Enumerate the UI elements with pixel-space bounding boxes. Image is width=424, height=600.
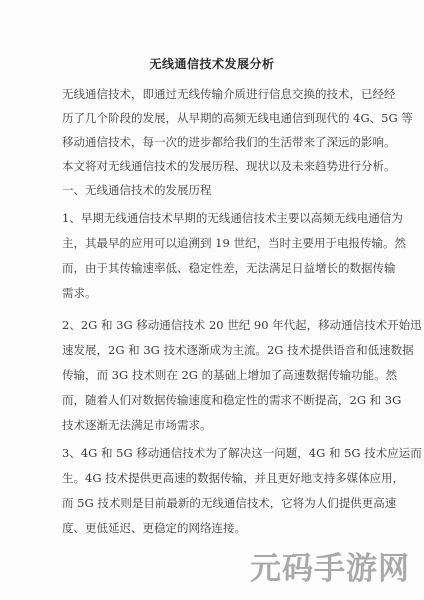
section-heading: 一、无线通信技术的发展历程: [62, 183, 212, 197]
point1-line: 而，由于其传输速率低、稳定性差，无法满足日益增长的数据传输: [62, 261, 396, 275]
point1-line: 1、早期无线通信技术早期的无线通信技术主要以高频无线电通信为: [62, 211, 403, 225]
point1-line: 需求。: [62, 286, 97, 300]
intro-line: 移动通信技术，每一次的进步都给我们的生活带来了深远的影响。: [62, 135, 396, 149]
point2-line: 速发展，2G 和 3G 技术逐渐成为主流。2G 技术提供语音和低速数据: [62, 343, 414, 357]
point2-line: 2、2G 和 3G 移动通信技术 20 世纪 90 年代起，移动通信技术开始迅: [62, 318, 422, 332]
point2-line: 技术逐渐无法满足市场需求。: [62, 418, 212, 432]
intro-line: 本文将对无线通信技术的发展历程、现状以及未来趋势进行分析。: [62, 159, 396, 173]
point3-line: 3、4G 和 5G 移动通信技术为了解决这一问题，4G 和 5G 技术应运而: [62, 446, 422, 460]
point2-line: 传输，而 3G 技术则在 2G 的基础上增加了高速数据传输功能。然: [62, 368, 398, 382]
point3-line: 度、更低延迟、更稳定的网络连接。: [62, 521, 246, 535]
intro-line: 无线通信技术，即通过无线传输介质进行信息交换的技术，已经经: [62, 87, 396, 101]
point3-line: 而 5G 技术则是目前最新的无线通信技术，它将为人们提供更高速: [62, 496, 397, 510]
point2-line: 而，随着人们对数据传输速度和稳定性的需求不断提高，2G 和 3G: [62, 393, 402, 407]
document-title: 无线通信技术发展分析: [149, 57, 275, 71]
site-watermark: 元码手游网: [250, 551, 410, 587]
point1-line: 主，其最早的应用可以追溯到 19 世纪，当时主要用于电报传输。然: [62, 236, 406, 250]
point3-line: 生。4G 技术提供更高速的数据传输，并且更好地支持多媒体应用，: [62, 471, 405, 485]
intro-line: 历了几个阶段的发展，从早期的高频无线电通信到现代的 4G、5G 等: [62, 111, 413, 125]
